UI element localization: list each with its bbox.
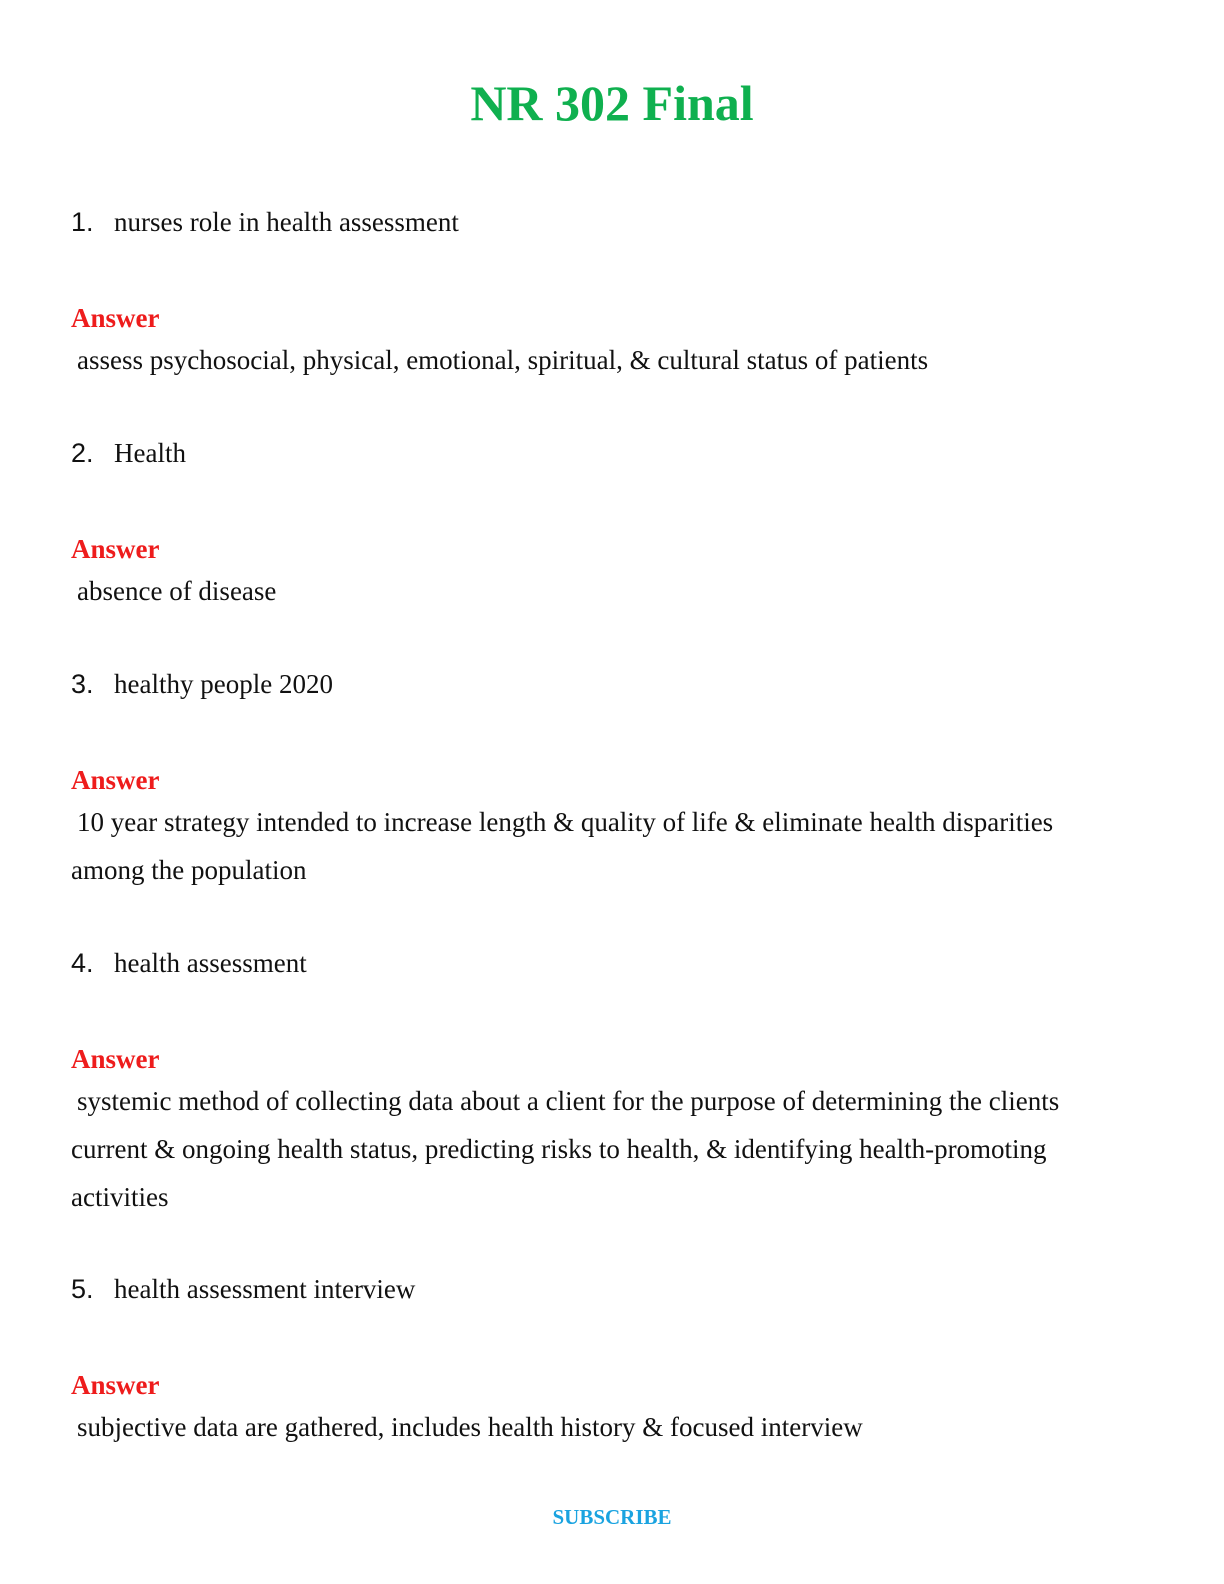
answer-label: Answer — [71, 303, 160, 333]
qa-item-3 — [71, 667, 1111, 894]
subscribe-link[interactable]: SUBSCRIBE — [552, 1505, 672, 1529]
question-number: 2. — [71, 438, 94, 468]
qa-item-4 — [71, 946, 1111, 1221]
question-number: 1. — [71, 207, 94, 237]
question-number: 4. — [71, 948, 94, 978]
answer-text: assess psychosocial, physical, emotional, spiritual, & cultural status of patients — [77, 345, 929, 375]
qa-item-5 — [71, 1272, 1111, 1451]
qa-item-1 — [71, 205, 1111, 384]
question-number: 3. — [71, 669, 94, 699]
question-2 — [71, 436, 1111, 470]
question-3 — [71, 667, 1111, 701]
question-number: 5. — [71, 1274, 94, 1304]
question-5 — [71, 1272, 1111, 1306]
answer-text: absence of disease — [77, 576, 277, 606]
question-text: healthy people 2020 — [114, 669, 333, 699]
answer-label: Answer — [71, 765, 160, 795]
page-title: NR 302 Final — [470, 75, 754, 131]
question-text: health assessment interview — [114, 1274, 416, 1304]
question-text: nurses role in health assessment — [114, 207, 459, 237]
question-4 — [71, 946, 1111, 980]
answer-label: Answer — [71, 1044, 160, 1074]
qa-item-2 — [71, 436, 1111, 615]
question-1 — [71, 205, 1111, 239]
question-text: Health — [114, 438, 186, 468]
answer-label: Answer — [71, 534, 160, 564]
answer-text: systemic method of collecting data about a client for the purpose of determining the clients current & ongoing health status, predicting risks to health, & identifying health-promoting activities — [71, 1086, 1060, 1212]
question-text: health assessment — [114, 948, 307, 978]
answer-label: Answer — [71, 1370, 160, 1400]
answer-text: subjective data are gathered, includes health history & focused interview — [77, 1412, 863, 1442]
answer-text: 10 year strategy intended to increase length & quality of life & eliminate health disparities among the population — [71, 807, 1054, 885]
